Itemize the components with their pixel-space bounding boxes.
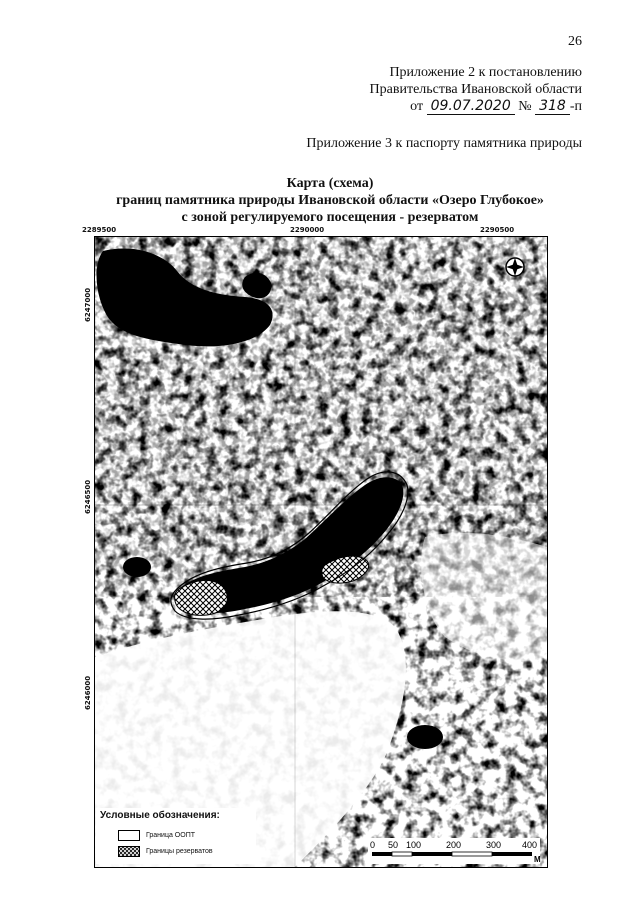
- approval-block: [370, 64, 582, 115]
- satellite-map-svg: [95, 237, 547, 867]
- approval-from-label: от: [410, 99, 424, 114]
- legend-swatch-crosshatch: [118, 846, 140, 857]
- scale-bar-svg: [364, 836, 544, 866]
- scale-tick-50: 50: [388, 840, 399, 850]
- approval-line-1: Приложение 2 к постановлению: [389, 65, 582, 80]
- approval-line-2: Правительства Ивановской области: [369, 82, 582, 97]
- map-title-line-3: с зоной регулируемого посещения - резерватом: [181, 210, 479, 225]
- pond-west: [123, 557, 151, 577]
- legend-swatch-outline: [118, 830, 140, 841]
- approval-date: 09.07.2020: [427, 98, 515, 115]
- left-coord-1: 6247000: [84, 287, 92, 322]
- satellite-map: [94, 236, 548, 868]
- scale-tick-400: 400: [522, 840, 538, 850]
- compass-rose-icon: [506, 258, 524, 276]
- legend-label-reserve: Границы резерватов: [146, 848, 213, 855]
- approval-suffix: -п: [569, 99, 582, 114]
- map-title-block: [70, 175, 590, 226]
- scale-unit: M: [534, 855, 541, 864]
- top-coord-1: 2289500: [82, 226, 117, 234]
- pond-southeast: [407, 725, 443, 749]
- scale-tick-100: 100: [406, 840, 422, 850]
- approval-number-label: №: [518, 99, 532, 114]
- page-number: 26: [568, 34, 582, 49]
- scale-tick-200: 200: [446, 840, 462, 850]
- left-coord-3: 6246000: [84, 675, 92, 710]
- map-title-line-2: границ памятника природы Ивановской области «Озеро Глубокое»: [116, 193, 544, 208]
- map-legend: [96, 808, 256, 864]
- approval-line-3: [370, 98, 582, 115]
- legend-title: Условные обозначения:: [100, 810, 220, 821]
- map-title-line-1: Карта (схема): [286, 176, 374, 191]
- top-coord-2: 2290000: [290, 226, 325, 234]
- scale-tick-300: 300: [486, 840, 502, 850]
- scale-bar: [364, 836, 544, 866]
- legend-item-oopt: [118, 830, 195, 841]
- approval-number: 318: [535, 98, 570, 115]
- top-coord-3: 2290500: [480, 226, 515, 234]
- legend-label-oopt: Граница ООПТ: [146, 832, 196, 839]
- legend-item-reserve: [118, 846, 213, 857]
- scale-tick-0: 0: [370, 840, 376, 850]
- left-coord-2: 6246500: [84, 479, 92, 514]
- appendix-label: Приложение 3 к паспорту памятника природы: [306, 136, 582, 151]
